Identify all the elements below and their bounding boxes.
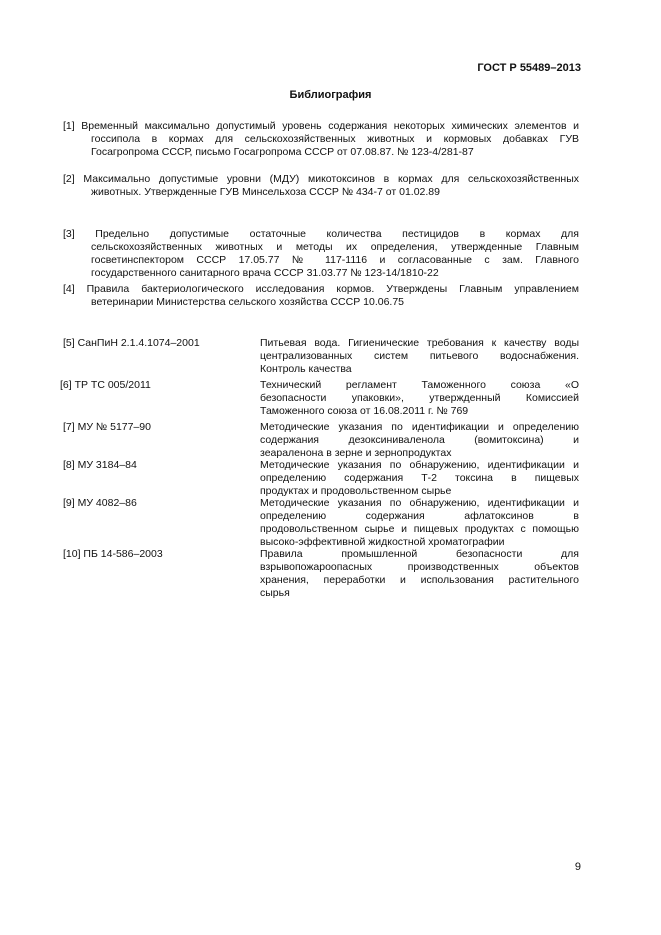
entry-line: [4] Правила бактериологического исследования кормов. Утверждены Главным управлением [63,283,579,295]
ref-desc-5 [260,337,579,376]
ref-desc-9 [260,497,579,549]
ref-line: Правила промышленной безопасности для [260,548,579,560]
page-number: 9 [574,861,581,873]
ref-line: зеараленона в зерне и зернопродуктах [260,447,452,459]
ref-line: централизованных систем питьевого водоснабжения. [260,350,579,362]
ref-line: Методические указания по обнаружению, идентификации и [260,459,579,471]
bibliography-entry-1 [63,120,579,159]
entry-line: [3] Предельно допустимые остаточные количества пестицидов в кормах для [63,228,579,240]
ref-line: Методические указания по идентификации и определению [260,421,579,433]
entry-line: ветеринарии Министерства сельского хозяйства СССР 10.06.75 [91,296,405,308]
ref-line: Технический регламент Таможенного союза «О [260,379,579,391]
ref-line: высоко-эффективной жидкостной хроматографии [260,536,505,548]
ref-line: сырья [260,587,290,599]
ref-code-7: [7] МУ № 5177–90 [63,421,151,433]
entry-line: государственного санитарного врача СССР 31.03.77 № 123-14/1810-22 [91,267,439,279]
ref-line: безопасности упаковки», утвержденный Комиссией [260,392,579,404]
ref-code-9: [9] МУ 4082–86 [63,497,137,509]
ref-code-5: [5] СанПиН 2.1.4.1074–2001 [63,337,200,349]
ref-desc-7 [260,421,579,460]
ref-line: хранения, переработки и использования растительного [260,574,579,586]
bibliography-entry-2 [63,173,579,199]
ref-code-6: [6] ТР ТС 005/2011 [60,379,151,391]
entry-line: [2] Максимально допустимые уровни (МДУ) микотоксинов в кормах для сельскохозяйственных [63,173,579,185]
ref-line: Методические указания по обнаружению, идентификации и [260,497,579,509]
document-id: ГОСТ Р 55489–2013 [477,62,581,74]
ref-line: определению содержания афлатоксинов в [260,510,579,522]
ref-line: Контроль качества [260,363,352,375]
ref-code-10: [10] ПБ 14-586–2003 [63,548,163,560]
ref-line: содержания дезоксиниваленола (вомитоксина) и [260,434,579,446]
ref-desc-10 [260,548,579,600]
page-title: Библиография [289,89,372,101]
entry-line: сельскохозяйственных животных и методы их определения, утвержденные Главным [91,241,579,253]
entry-line: [1] Временный максимально допустимый уровень содержания некоторых химических элементов и [63,120,579,132]
ref-desc-8 [260,459,579,498]
ref-line: продуктах и продовольственном сырье [260,485,452,497]
ref-code-8: [8] МУ 3184–84 [63,459,137,471]
ref-line: определению содержания Т-2 токсина в пищевых [260,472,579,484]
bibliography-entry-4 [63,283,579,309]
ref-line: продовольственном сырье и пищевых продуктах с помощью [260,523,579,535]
entry-line: Госагропрома СССР, письмо Госагропрома СССР от 07.08.87. № 123-4/281-87 [91,146,474,158]
entry-line: госсипола в кормах для сельскохозяйственных животных и кормовых добавках ГУВ [91,133,579,145]
ref-desc-6 [260,379,579,418]
ref-line: взрывопожароопасных производственных объектов [260,561,579,573]
entry-line: госветинспектором СССР 17.05.77 № 117-1116 и согласованные с зам. Главного [91,254,579,266]
ref-line: Таможенного союза от 16.08.2011 г. № 769 [260,405,469,417]
entry-line: животных. Утвержденные ГУВ Минсельхоза СССР № 434-7 от 01.02.89 [91,186,440,198]
bibliography-entry-3 [63,228,579,280]
ref-line: Питьевая вода. Гигиенические требования к качеству воды [260,337,579,349]
